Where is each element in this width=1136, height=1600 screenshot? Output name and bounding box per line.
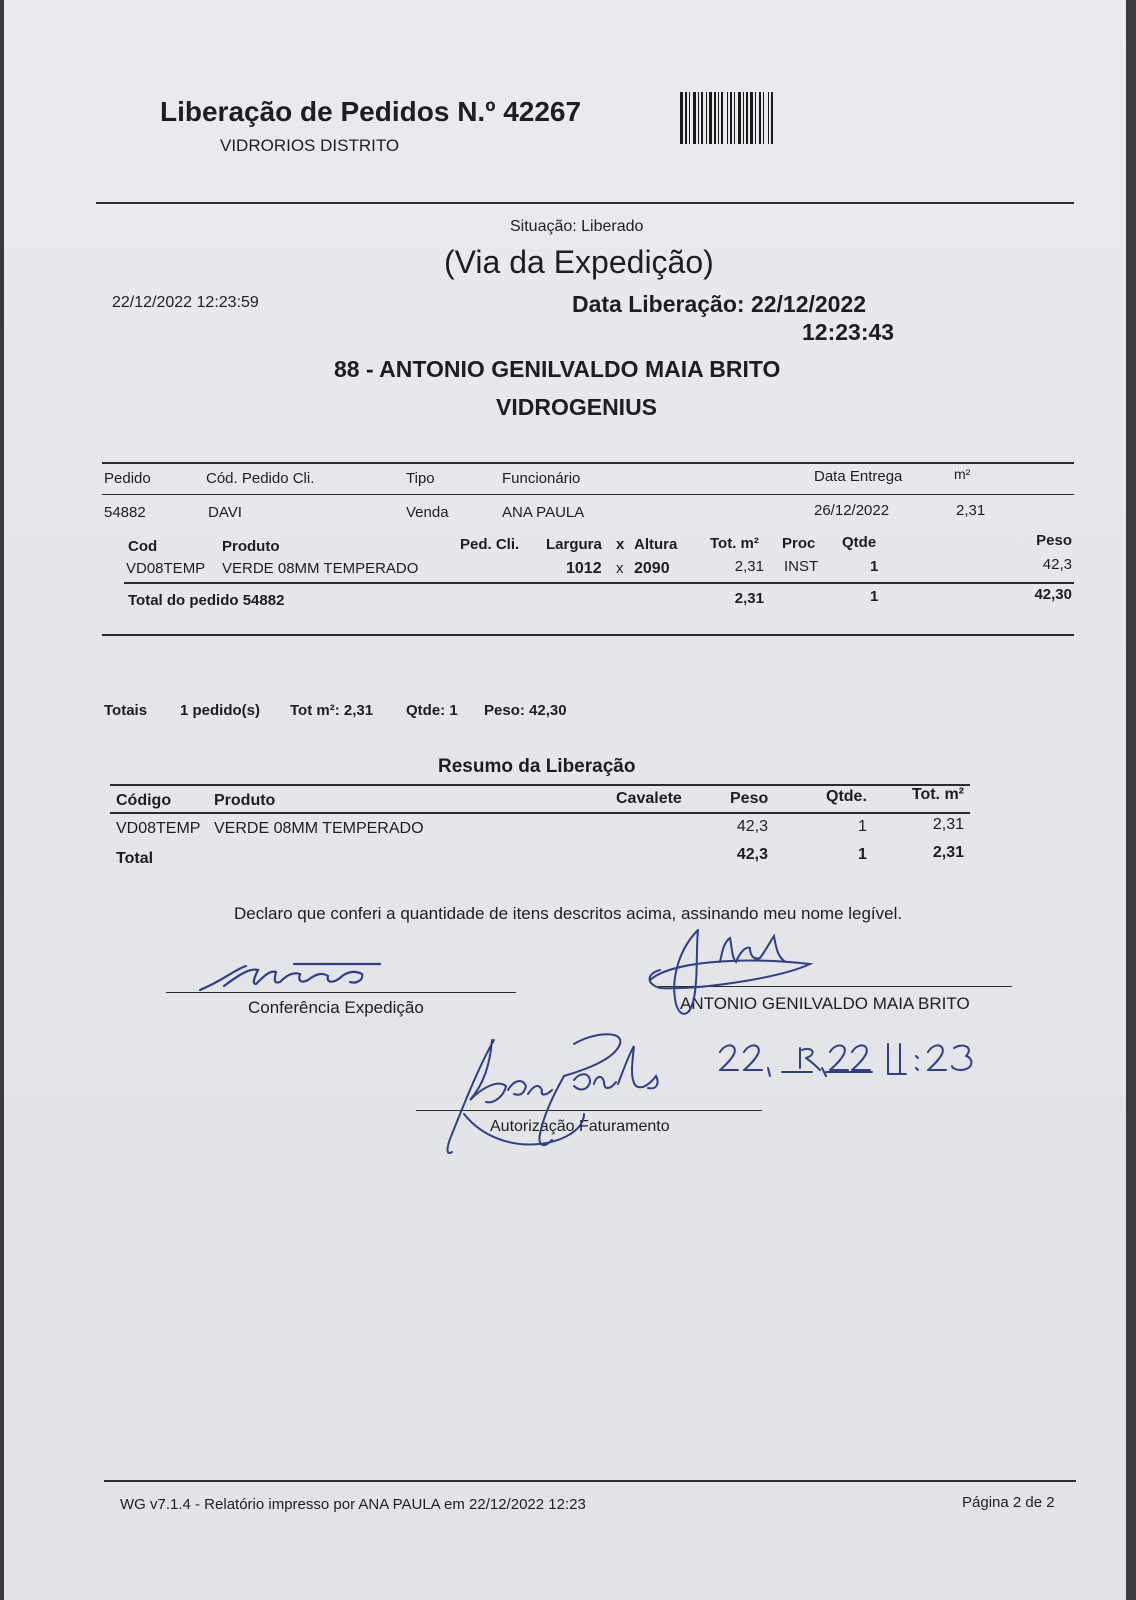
document-title: Liberação de Pedidos N.º 42267 [160, 96, 582, 127]
barcode-bar [706, 92, 707, 144]
footer-rule [104, 1480, 1076, 1482]
barcode-bar [755, 92, 756, 144]
item-header-tot-m2: Tot. m² [710, 535, 759, 552]
item-header-produto: Produto [222, 538, 280, 555]
item-header-largura: Largura [546, 536, 602, 553]
summary-header-rule [110, 812, 970, 814]
summary-header-codigo: Código [116, 792, 172, 809]
summary-header-cavalete: Cavalete [616, 790, 682, 807]
barcode-bar [738, 92, 741, 144]
footer-page-number: Página 2 de 2 [962, 1494, 1055, 1511]
summary-tot-m2: 2,31 [932, 816, 964, 833]
item-produto: VERDE 08MM TEMPERADO [222, 560, 419, 577]
handwritten-signature-autorizacao [424, 1024, 704, 1164]
document-page [4, 0, 1126, 1600]
summary-header-produto: Produto [214, 792, 276, 809]
release-date: Data Liberação: 22/12/2022 [572, 291, 867, 317]
order-m2: 2,31 [956, 502, 986, 519]
col-header-m2: m² [954, 466, 971, 482]
item-cod: VD08TEMP [126, 560, 206, 577]
orders-table-top-rule [102, 462, 1074, 464]
declaration-text: Declaro que conferi a quantidade de itens descritos acima, assinando meu nome legível. [234, 904, 903, 923]
barcode-bar [685, 92, 687, 144]
client-name: 88 - ANTONIO GENILVALDO MAIA BRITO [334, 356, 781, 382]
order-pedido: 54882 [104, 504, 146, 521]
barcode-bar [721, 92, 723, 144]
printed-datetime: 22/12/2022 12:23:59 [112, 294, 259, 311]
orders-header-rule [102, 494, 1074, 495]
item-header-qtde: Qtde [842, 534, 877, 551]
barcode-bar [759, 92, 761, 144]
client-company: VIDROGENIUS [496, 394, 658, 420]
summary-top-rule [110, 784, 970, 786]
summary-total-qtde: 1 [858, 846, 867, 863]
totals-label: Totais [104, 702, 148, 719]
summary-total-tot-m2: 2,31 [932, 844, 964, 861]
summary-qtde: 1 [858, 818, 867, 835]
item-x: x [616, 560, 624, 577]
order-cod-pedido-cli: DAVI [208, 504, 242, 521]
signature-label-conferencia: Conferência Expedição [248, 998, 424, 1017]
barcode-bar [771, 92, 773, 144]
col-header-tipo: Tipo [406, 470, 435, 487]
barcode-bar [727, 92, 728, 144]
summary-total-peso: 42,3 [736, 846, 768, 863]
order-total-rule [124, 582, 1074, 584]
company-name: VIDRORIOS DISTRITO [220, 136, 400, 155]
footer-printed-by: WG v7.1.4 - Relatório impresso por ANA PAULA em 22/12/2022 12:23 [120, 1496, 586, 1513]
summary-total-label: Total [116, 850, 154, 867]
header-divider [96, 202, 1074, 204]
signature-label-autorizacao: Autorização Faturamento [490, 1118, 670, 1135]
col-header-pedido: Pedido [104, 470, 151, 487]
summary-header-peso: Peso [730, 790, 769, 807]
totals-qtde: Qtde: 1 [406, 702, 458, 719]
handwritten-signature-conferencia [194, 956, 394, 996]
status-text: Situação: Liberado [510, 218, 644, 235]
summary-header-tot-m2: Tot. m² [911, 786, 964, 803]
item-proc: INST [784, 558, 819, 575]
release-time: 12:23:43 [802, 319, 895, 345]
item-header-x: x [616, 536, 625, 553]
barcode-bar [689, 92, 690, 144]
col-header-funcionario: Funcionário [502, 470, 581, 487]
item-header-proc: Proc [782, 535, 816, 552]
item-header-ped-cli: Ped. Cli. [460, 536, 520, 553]
barcode-bar [768, 92, 769, 144]
order-data-entrega: 26/12/2022 [814, 502, 890, 519]
order-funcionario: ANA PAULA [502, 504, 585, 521]
item-header-cod: Cod [128, 538, 158, 555]
barcode-bar [743, 92, 744, 144]
item-header-peso: Peso [1036, 532, 1072, 549]
totals-tot-m2: Tot m²: 2,31 [290, 702, 374, 719]
barcode-bar [730, 92, 732, 144]
barcode-bar [680, 92, 683, 144]
totals-pedidos: 1 pedido(s) [180, 702, 261, 719]
barcode-bar [693, 92, 696, 144]
barcode [680, 92, 852, 144]
item-altura: 2090 [634, 560, 670, 577]
summary-codigo: VD08TEMP [116, 820, 201, 837]
order-total-tot-m2: 2,31 [734, 590, 764, 607]
via-label: (Via da Expedição) [444, 244, 714, 280]
item-qtde: 1 [870, 558, 879, 575]
order-tipo: Venda [406, 504, 449, 521]
order-total-peso: 42,30 [1034, 586, 1072, 603]
summary-title: Resumo da Liberação [438, 756, 636, 777]
handwritten-date [716, 1040, 1006, 1084]
summary-peso: 42,3 [736, 818, 768, 835]
barcode-bar [763, 92, 764, 144]
totals-peso: Peso: 42,30 [484, 702, 567, 719]
barcode-bar [750, 92, 753, 144]
signature-label-cliente: ANTONIO GENILVALDO MAIA BRITO [680, 994, 970, 1013]
col-header-data-entrega: Data Entrega [814, 468, 903, 485]
item-peso: 42,3 [1042, 556, 1072, 573]
barcode-bar [714, 92, 716, 144]
summary-produto: VERDE 08MM TEMPERADO [214, 820, 424, 837]
barcode-bar [746, 92, 748, 144]
col-header-cod-pedido-cli: Cód. Pedido Cli. [206, 470, 315, 487]
item-largura: 1012 [566, 560, 602, 577]
barcode-bar [701, 92, 703, 144]
orders-table-bottom-rule [102, 634, 1074, 636]
barcode-bar [734, 92, 735, 144]
order-total-qtde: 1 [870, 588, 879, 605]
summary-header-qtde: Qtde. [826, 788, 867, 805]
item-tot-m2: 2,31 [734, 558, 764, 575]
barcode-bar [718, 92, 719, 144]
handwritten-signature-cliente [640, 918, 860, 1022]
order-total-label: Total do pedido 54882 [128, 592, 285, 609]
item-header-altura: Altura [634, 536, 678, 553]
barcode-bar [698, 92, 699, 144]
barcode-bar [709, 92, 712, 144]
